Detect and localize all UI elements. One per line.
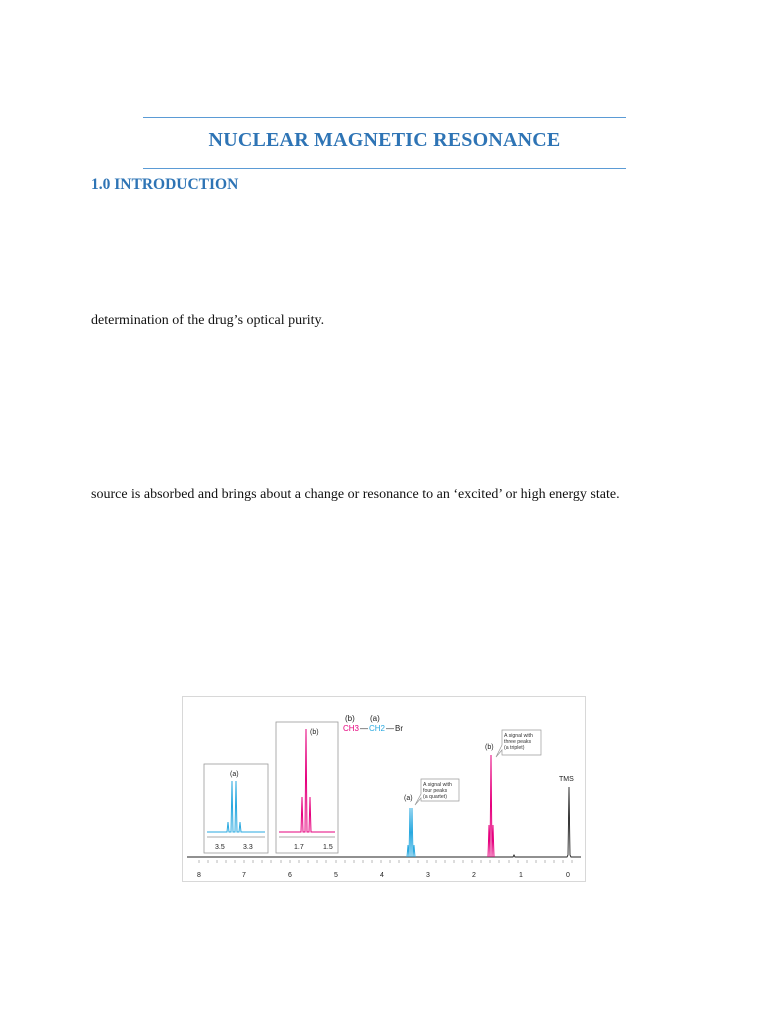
inset-b-tick: 1.5	[323, 844, 333, 851]
inset-a-tick: 3.5	[215, 844, 225, 851]
axis-tick-label: 4	[380, 872, 384, 879]
axis-tick-label: 7	[242, 872, 246, 879]
molecule-br: Br	[395, 724, 403, 733]
top-rule	[143, 117, 626, 118]
paragraph-line: determination of the drug’s optical purity.	[91, 313, 325, 328]
molecule-label-a: (a)	[370, 714, 380, 723]
callout-b-line: three peaks	[504, 739, 532, 745]
axis-tick-label: 5	[334, 872, 338, 879]
inset-a-label: (a)	[230, 771, 239, 778]
page-title: NUCLEAR MAGNETIC RESONANCE	[208, 129, 561, 151]
molecule-bond: —	[360, 724, 368, 733]
peak-b-triplet	[488, 755, 494, 857]
bottom-rule	[143, 168, 626, 169]
axis-tick-label: 2	[472, 872, 476, 879]
axis-tick-label: 1	[519, 872, 523, 879]
molecule-ch2: CH2	[369, 724, 386, 733]
tms-label: TMS	[559, 776, 574, 783]
axis-tick-label: 8	[197, 872, 201, 879]
inset-b-tick: 1.7	[294, 844, 304, 851]
callout-a-line: (a quartet)	[423, 794, 447, 800]
axis-tick-label: 3	[426, 872, 430, 879]
callout-a-line: four peaks	[423, 788, 448, 794]
callout-b-line: A signal with	[504, 733, 533, 739]
peak-b-label: (b)	[485, 744, 494, 751]
inset-b-label: (b)	[310, 729, 319, 736]
axis-tick-label: 0	[566, 872, 570, 879]
peak-a-label: (a)	[404, 795, 413, 802]
axis-minor-ticks	[199, 860, 572, 863]
inset-a-tick: 3.3	[243, 844, 253, 851]
section-heading: 1.0 INTRODUCTION	[91, 176, 239, 193]
molecule-ch3: CH3	[343, 724, 360, 733]
molecule-bond: —	[386, 724, 394, 733]
paragraph-line: source is absorbed and brings about a change or resonance to an ‘excited’ or high energy state.	[91, 487, 620, 502]
nmr-spectrum-figure	[182, 696, 586, 882]
molecule-label-b: (b)	[345, 714, 355, 723]
peak-a-quartet	[407, 808, 415, 857]
axis-tick-label: 6	[288, 872, 292, 879]
callout-a-line: A signal with	[423, 782, 452, 788]
callout-b-line: (a triplet)	[504, 745, 525, 751]
